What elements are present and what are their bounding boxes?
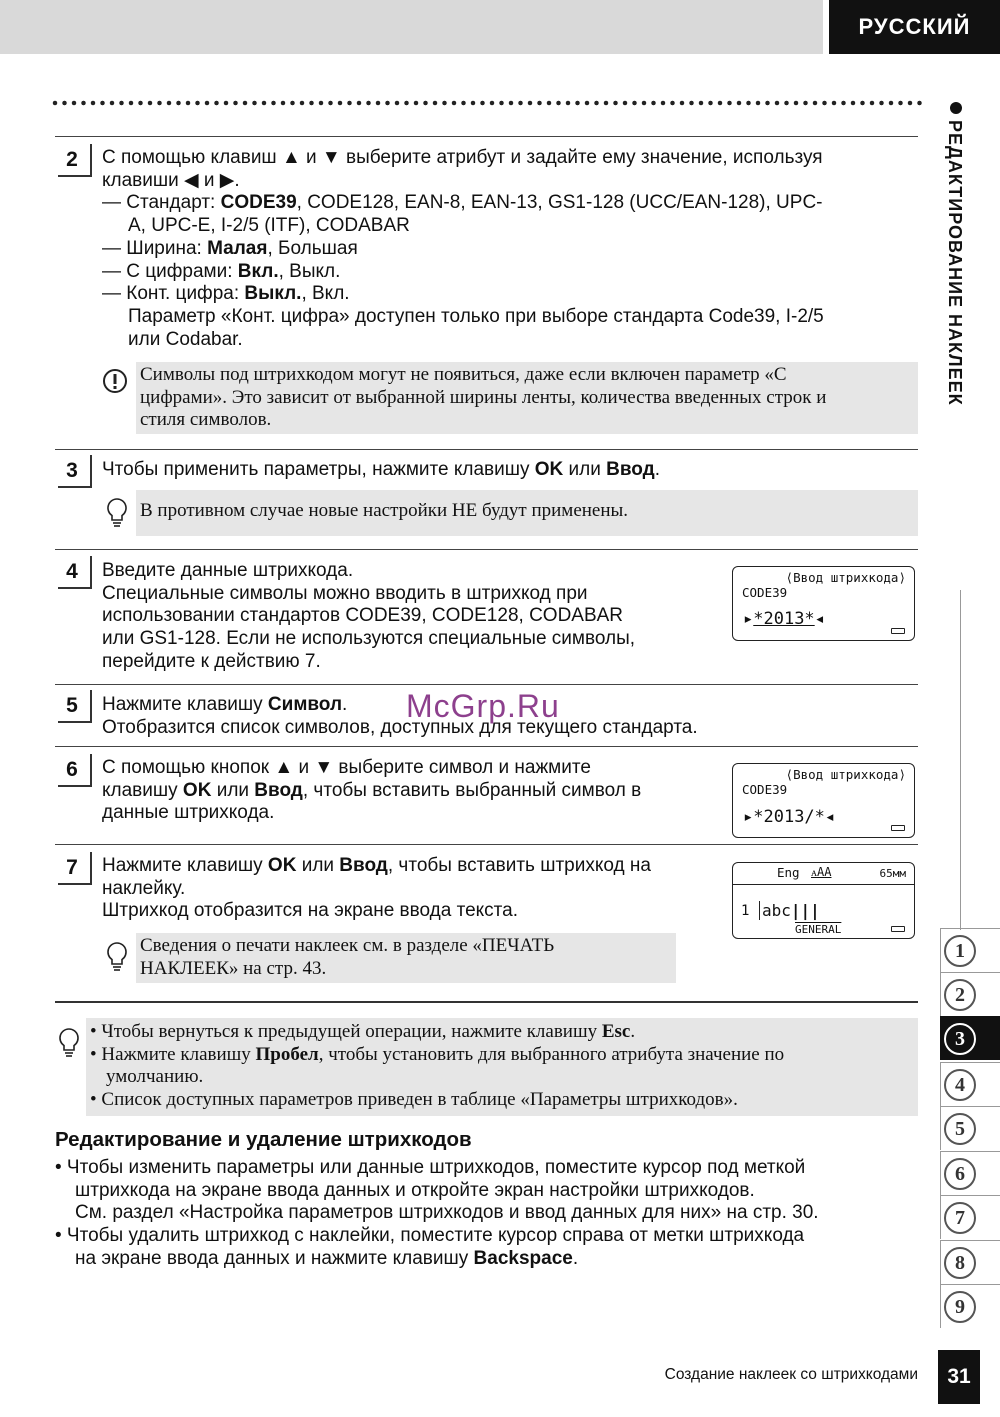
step-divider <box>55 844 918 845</box>
battery-icon <box>891 628 905 634</box>
step-number: 4 <box>58 558 86 588</box>
step-number: 6 <box>58 756 86 786</box>
caution-icon <box>102 366 130 400</box>
section-heading: Редактирование и удаление штрихкодов <box>55 1128 472 1151</box>
step6-text: С помощью кнопок ▲ и ▼ выберите символ и нажмите клавишу OK или Ввод, чтобы вставить выбранный символ в данные штрихкода. <box>102 757 642 824</box>
battery-icon <box>891 825 905 831</box>
tab-7[interactable]: 7 <box>940 1195 1000 1239</box>
tab-2[interactable]: 2 <box>940 972 1000 1016</box>
tips-note: • Чтобы вернуться к предыдущей операции, нажмите клавишу Esc. • Нажмите клавишу Пробел, чтобы установить для выбранного атрибута значение по умолчанию. • Список доступных параметров приведен в таблице «Параметры штрихкодов». <box>86 1018 918 1116</box>
tab-5[interactable]: 5 <box>940 1106 1000 1150</box>
step5-text: Нажмите клавишу Символ. Отобразится список символов, доступных для текущего стандарта. <box>102 694 698 738</box>
step-number: 5 <box>58 692 86 722</box>
step-divider <box>55 449 918 450</box>
tab-6[interactable]: 6 <box>940 1151 1000 1195</box>
caution-note: Символы под штрихкодом могут не появиться, даже если включен параметр «С цифрами». Это зависит от выбранной ширины ленты, количества введенных строк и стиля символов. <box>136 362 918 434</box>
hint-note: В противном случае новые настройки НЕ будут применены. <box>136 490 918 536</box>
step2-text: С помощью клавиш ▲ и ▼ выберите атрибут и задайте ему значение, используя клавиши ◀ и ▶. — Стандарт: CODE39, CODE128, EAN-8, EAN-13, GS1-128 (UCC/EAN-128), UPC- A, UPC-E, I-2/5 (ITF), CODABAR — Ширина: Малая, Большая — С цифрами: Вкл., Выкл. — Конт. цифра: Выкл., Вкл. Параметр «Конт. цифра» доступен только при выборе стандарта Code39, I-2/5 или Codabar. <box>102 147 824 350</box>
step-divider <box>55 136 918 137</box>
dotted-divider <box>52 100 922 106</box>
print-hint-note: Сведения о печати наклеек см. в разделе «ПЕЧАТЬ НАКЛЕЕК» на стр. 43. <box>136 933 676 983</box>
lcd-text-input: Eng ᴀAA 65мм 1 abc||| GENERAL <box>732 862 915 939</box>
step-number: 7 <box>58 854 86 884</box>
lcd-barcode-input: ⟨Ввод штрихкода⟩ CODE39 ▸*2013*◂ <box>732 566 915 641</box>
lightbulb-icon <box>56 1026 82 1060</box>
tab-4[interactable]: 4 <box>940 1062 1000 1106</box>
bullet-icon <box>950 102 962 114</box>
battery-icon <box>891 926 905 932</box>
tab-1[interactable]: 1 <box>940 928 1000 972</box>
step-divider <box>55 746 918 747</box>
lightbulb-icon <box>104 940 130 974</box>
section-side-title <box>942 96 972 456</box>
side-title-text: РЕДАКТИРОВАНИЕ НАКЛЕЕК <box>945 120 965 406</box>
lightbulb-icon <box>104 496 130 530</box>
tab-8[interactable]: 8 <box>940 1240 1000 1284</box>
step4-text: Введите данные штрихкода. Специальные символы можно вводить в штрихкод при использовании стандартов CODE39, CODE128, CODABAR или GS1-128. Если не используются специальные символы, перейдите к действию 7. <box>102 560 636 672</box>
header-bar <box>0 0 823 54</box>
watermark: McGrp.Ru <box>406 688 560 724</box>
step-number: 3 <box>58 457 86 487</box>
step-divider <box>55 684 918 685</box>
step7-text: Нажмите клавишу OK или Ввод, чтобы вставить штрихкод на наклейку. Штрихкод отобразится на экране ввода текста. <box>102 855 651 922</box>
step-divider <box>55 549 918 550</box>
step3-text: Чтобы применить параметры, нажмите клавишу OK или Ввод. <box>102 459 661 480</box>
side-line <box>960 590 961 930</box>
section-bullets: • Чтобы изменить параметры или данные штрихкодов, поместите курсор под меткой штрихкода на экране ввода данных и откройте экран настройки штрихкодов. См. раздел «Настройка параметров штрихкодов и ввод данных для них» на стр. 30. • Чтобы удалить штрихкод с наклейки, поместите курсор справа от метки штрихкода на экране ввода данных и нажмите клавишу Backspace. <box>55 1157 819 1269</box>
language-tab: РУССКИЙ <box>829 0 1000 54</box>
lcd-barcode-symbol: ⟨Ввод штрихкода⟩ CODE39 ▸*2013/*◂ <box>732 763 915 838</box>
section-divider <box>55 1001 918 1003</box>
tab-9[interactable]: 9 <box>940 1284 1000 1328</box>
step-number: 2 <box>58 146 86 176</box>
footer-caption: Создание наклеек со штрихкодами <box>664 1366 918 1383</box>
tab-3[interactable]: 3 <box>940 1016 1000 1060</box>
page-number: 31 <box>938 1350 980 1404</box>
